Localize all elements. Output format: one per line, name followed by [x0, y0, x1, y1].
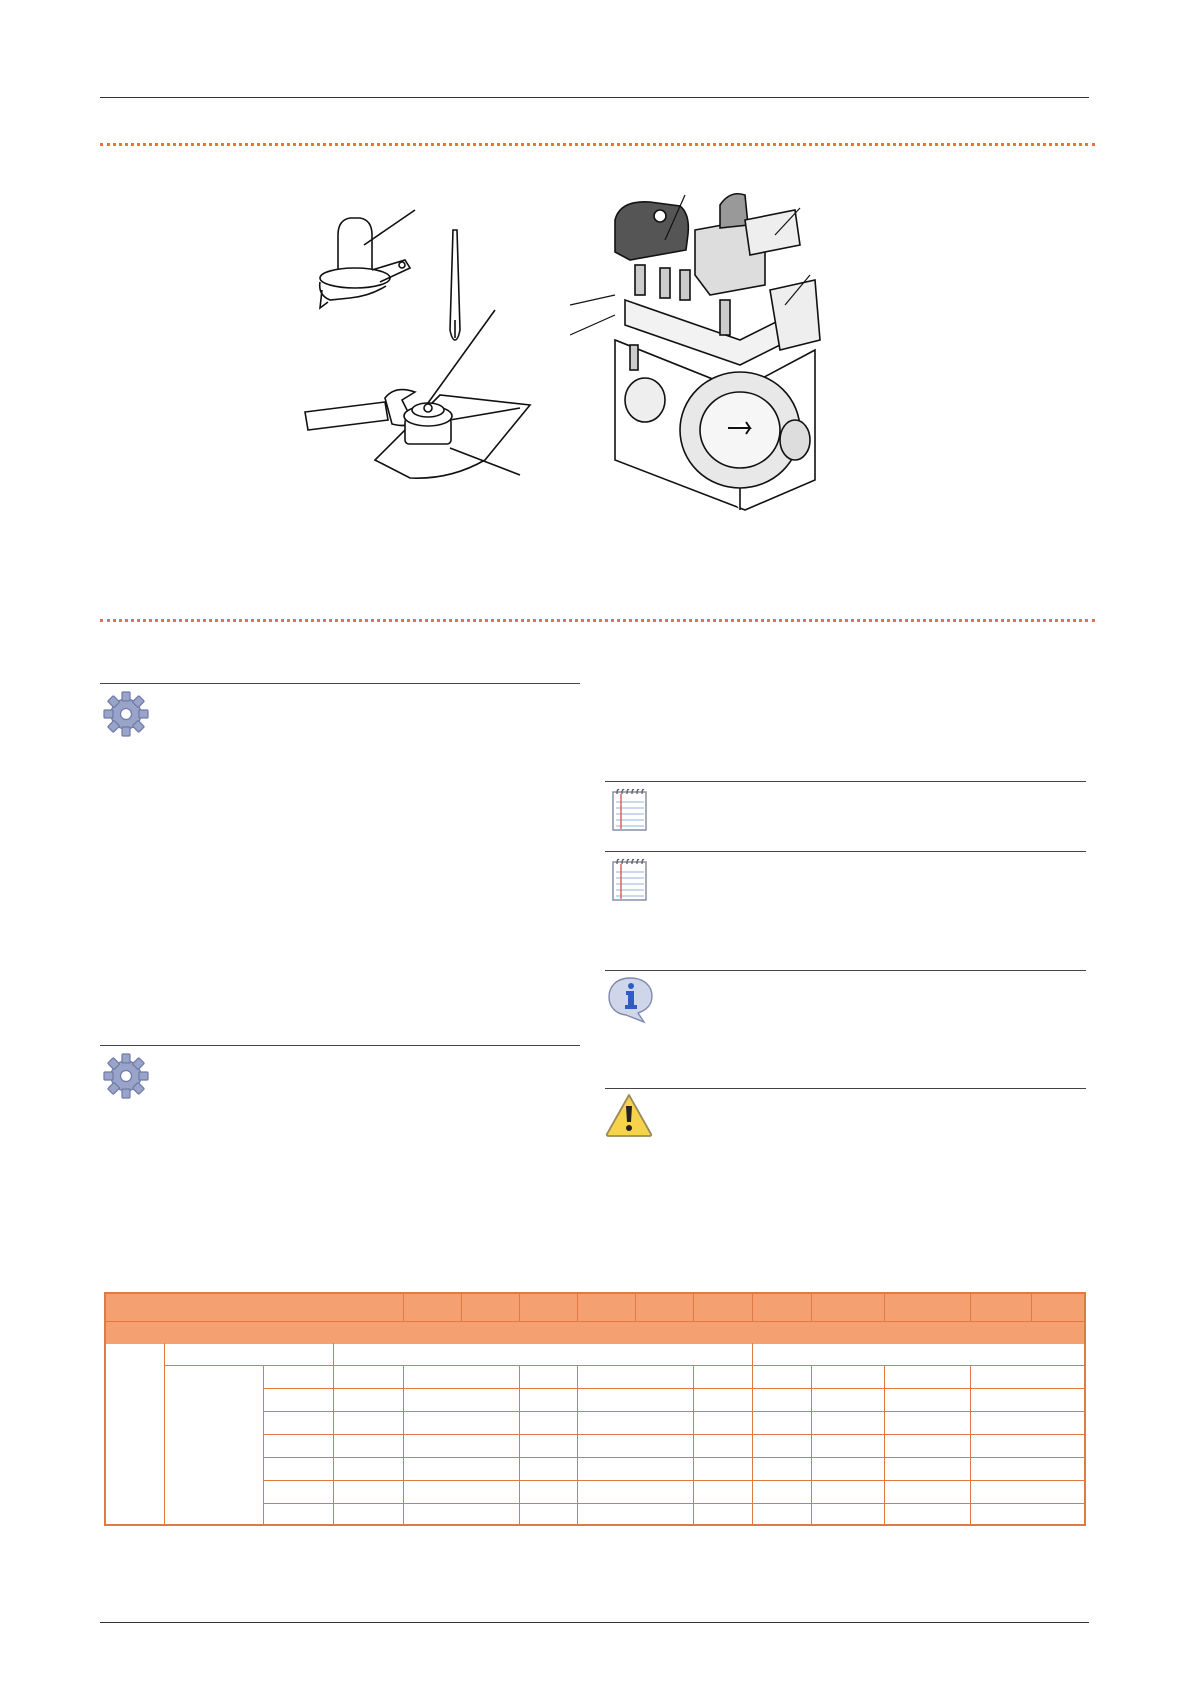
right-notice-rule-3 — [605, 970, 1086, 971]
screwdriver-drawing — [450, 230, 460, 340]
header-rule — [100, 97, 1089, 98]
section-divider-middle — [100, 619, 1095, 622]
right-notice-rule-4 — [605, 1088, 1086, 1089]
left-notice-rule-1 — [100, 683, 580, 684]
table-subheader-row — [106, 1321, 1084, 1344]
info-icon — [606, 976, 656, 1024]
left-notice-rule-2 — [100, 1045, 580, 1046]
section-divider-top — [100, 143, 1095, 146]
right-notice-rule-2 — [605, 851, 1086, 852]
figure-gas-valve — [570, 190, 870, 520]
gear-icon — [102, 1052, 150, 1100]
cap-drawing — [320, 210, 415, 308]
gas-settings-table — [104, 1292, 1086, 1526]
table-header-row — [106, 1294, 1084, 1321]
footer-rule — [100, 1622, 1089, 1623]
warning-icon — [604, 1092, 654, 1138]
right-notice-rule-1 — [605, 781, 1086, 782]
notepad-icon — [610, 856, 650, 902]
gear-icon — [102, 690, 150, 738]
figure-tools — [290, 190, 560, 490]
spanner-drawing — [305, 390, 420, 430]
notepad-icon — [610, 786, 650, 832]
